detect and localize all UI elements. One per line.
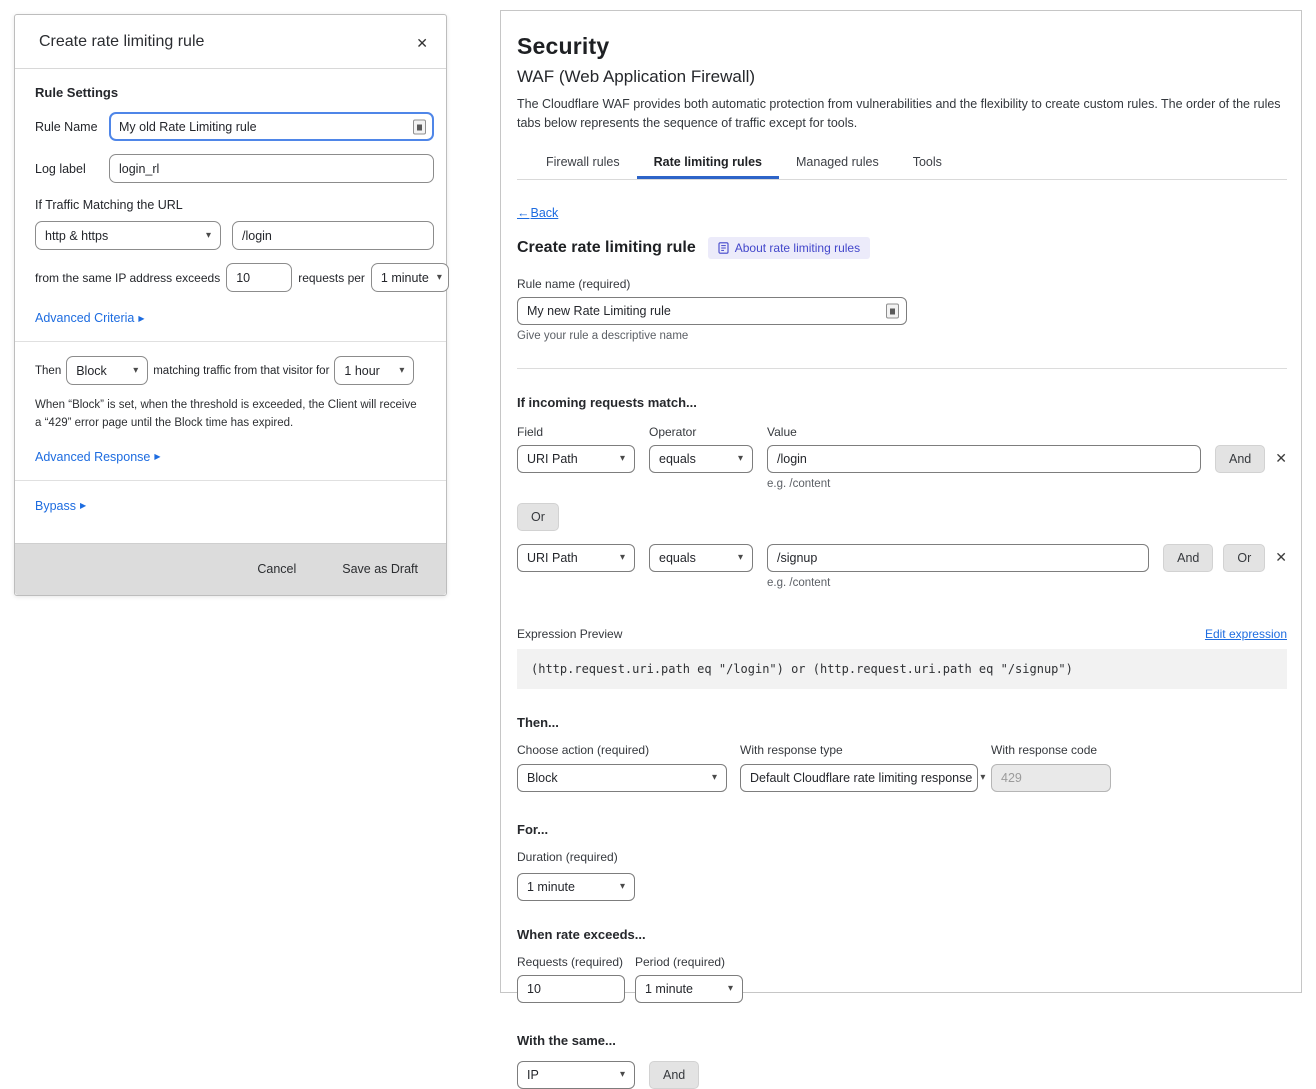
- chevron-down-icon: ▾: [737, 551, 743, 563]
- then-middle: matching traffic from that visitor for: [153, 364, 330, 377]
- condition-row: [517, 445, 1287, 490]
- value-hint: e.g. /content: [767, 576, 831, 589]
- dialog-title: Create rate limiting rule: [39, 33, 205, 50]
- chevron-down-icon: ▾: [619, 1068, 625, 1080]
- chevron-down-icon: ▾: [727, 982, 733, 994]
- for-heading: For...: [517, 821, 549, 837]
- period-label: Period (required): [635, 954, 726, 969]
- chevron-down-icon: ▾: [399, 364, 405, 376]
- remove-condition-icon[interactable]: ✕: [1275, 549, 1287, 565]
- tab-rate-limiting-rules[interactable]: Rate limiting rules: [637, 151, 779, 179]
- divider: [517, 368, 1287, 369]
- divider: [15, 341, 446, 342]
- document-icon: [718, 242, 729, 254]
- dialog-footer: [15, 543, 446, 595]
- cancel-button[interactable]: Cancel: [257, 562, 297, 577]
- expression-preview-label: Expression Preview: [517, 626, 623, 641]
- duration-select[interactable]: 1 minute ▾: [517, 873, 635, 901]
- choose-action-label: Choose action (required): [517, 742, 650, 757]
- match-heading: If incoming requests match...: [517, 394, 697, 410]
- operator-select[interactable]: equals ▾: [649, 544, 753, 572]
- log-label-input[interactable]: [109, 154, 434, 183]
- edit-expression-link[interactable]: Edit expression: [1204, 626, 1287, 641]
- period-select[interactable]: 1 minute ▾: [635, 975, 743, 1003]
- chevron-down-icon: ▾: [980, 771, 986, 783]
- chevron-down-icon: ▾: [711, 771, 717, 783]
- page-title: Security: [517, 33, 610, 59]
- chevron-down-icon: ▾: [436, 271, 442, 283]
- rule-name-label: Rule Name: [35, 119, 98, 134]
- value-input[interactable]: [767, 544, 1149, 572]
- tab-tools[interactable]: Tools: [912, 154, 942, 169]
- action-select[interactable]: Block ▾: [517, 764, 727, 792]
- rule-name-input[interactable]: [109, 112, 434, 141]
- period-select[interactable]: 1 minute ▾: [371, 263, 449, 292]
- threshold-prefix: from the same IP address exceeds: [35, 270, 221, 285]
- chevron-down-icon: ▾: [619, 551, 625, 563]
- advanced-response-link[interactable]: Advanced Response ▶: [35, 449, 161, 464]
- same-heading: With the same...: [517, 1032, 616, 1048]
- scheme-select[interactable]: http & https ▾: [35, 221, 221, 250]
- waf-security-panel: [500, 10, 1302, 1082]
- then-prefix: Then: [35, 364, 62, 377]
- chevron-down-icon: ▾: [205, 229, 211, 241]
- or-button[interactable]: Or: [1223, 544, 1265, 572]
- condition-row: [517, 544, 1287, 589]
- operator-select[interactable]: equals ▾: [649, 445, 753, 473]
- action-select[interactable]: Block ▾: [66, 356, 148, 385]
- same-and-button[interactable]: And: [649, 1061, 699, 1089]
- threshold-middle: requests per: [298, 270, 365, 285]
- duration-label: Duration (required): [517, 849, 618, 864]
- rule-name-label: Rule name (required): [517, 276, 631, 291]
- chevron-down-icon: ▾: [737, 452, 743, 464]
- back-link[interactable]: ← Back: [517, 205, 559, 220]
- advanced-criteria-link[interactable]: Advanced Criteria ▶: [35, 311, 145, 325]
- triangle-right-icon: ▶: [80, 501, 87, 511]
- operator-label: Operator: [649, 424, 697, 439]
- rule-name-help: Give your rule a descriptive name: [517, 329, 689, 342]
- save-as-draft-button[interactable]: Save as Draft: [342, 562, 418, 577]
- rate-heading: When rate exceeds...: [517, 926, 646, 942]
- dialog-header: [15, 15, 446, 69]
- requests-input[interactable]: [517, 975, 625, 1003]
- chevron-down-icon: ▾: [619, 880, 625, 892]
- triangle-right-icon: ▶: [154, 452, 161, 462]
- url-input[interactable]: [232, 221, 434, 250]
- triangle-right-icon: ▶: [138, 313, 145, 323]
- field-select[interactable]: URI Path ▾: [517, 445, 635, 473]
- expression-code: (http.request.uri.path eq "/login") or (http.request.uri.path eq "/signup"): [517, 649, 1287, 689]
- form-title: Create rate limiting rule: [517, 238, 696, 256]
- tab-firewall-rules[interactable]: Firewall rules: [546, 154, 620, 169]
- autofill-icon: [413, 119, 426, 134]
- waf-subtitle: WAF (Web Application Firewall): [517, 67, 756, 86]
- arrow-left-icon: ←: [517, 205, 530, 220]
- response-code-input: [991, 764, 1111, 792]
- then-heading: Then...: [517, 714, 559, 730]
- requests-input[interactable]: [226, 263, 292, 292]
- and-button[interactable]: And: [1215, 445, 1265, 473]
- chevron-down-icon: ▾: [133, 364, 139, 376]
- traffic-matching-label: If Traffic Matching the URL: [35, 198, 183, 212]
- or-connector-button[interactable]: Or: [517, 503, 559, 531]
- same-characteristic-select[interactable]: IP ▾: [517, 1061, 635, 1089]
- about-rate-limiting-badge[interactable]: About rate limiting rules: [708, 237, 870, 259]
- chevron-down-icon: ▾: [619, 452, 625, 464]
- legacy-rate-limit-dialog: [14, 14, 447, 596]
- field-label: Field: [517, 424, 544, 439]
- rule-name-input[interactable]: [517, 297, 907, 325]
- requests-label: Requests (required): [517, 954, 624, 969]
- bypass-link[interactable]: Bypass ▶: [35, 498, 87, 513]
- remove-condition-icon[interactable]: ✕: [1275, 450, 1287, 466]
- block-duration-select[interactable]: 1 hour ▾: [334, 356, 414, 385]
- value-label: Value: [767, 424, 797, 439]
- waf-tabbar: [517, 151, 1287, 180]
- value-hint: e.g. /content: [767, 477, 831, 490]
- rule-settings-heading: Rule Settings: [35, 85, 119, 100]
- response-code-label: With response code: [991, 742, 1098, 757]
- autofill-icon: [886, 303, 899, 318]
- log-label-label: Log label: [35, 161, 86, 176]
- block-note: When “Block” is set, when the threshold is exceeded, the Client will receive a “429” error page until the Block time has expired.: [35, 399, 417, 429]
- and-button[interactable]: And: [1163, 544, 1213, 572]
- close-icon[interactable]: ✕: [416, 35, 428, 51]
- response-type-label: With response type: [740, 742, 843, 757]
- tab-managed-rules[interactable]: Managed rules: [796, 154, 879, 169]
- response-type-select[interactable]: Default Cloudflare rate limiting response ▾: [740, 764, 978, 792]
- field-select[interactable]: URI Path ▾: [517, 544, 635, 572]
- divider: [15, 480, 446, 481]
- value-input[interactable]: [767, 445, 1201, 473]
- waf-description: The Cloudflare WAF provides both automatic protection from vulnerabilities and the flexibility to create custom rules. The order of the rules tabs below represents the sequence of traffic except for tools.: [517, 97, 1281, 130]
